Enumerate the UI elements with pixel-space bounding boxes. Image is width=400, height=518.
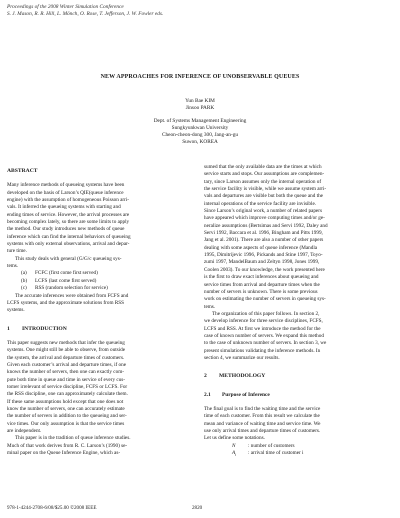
text-line: LCFS systems, and the approximate solutions from RSS [7, 299, 125, 306]
text-line: Many inference methods of queueing systems have been [7, 182, 125, 189]
text-line: number of servers is unknown. There is some previous [204, 288, 318, 295]
text-line: vals and departures are visible but both the queue and the [204, 193, 323, 200]
text-line: internal operations of the service facility are invisible. [204, 200, 317, 207]
text-line: zumi 1997, MandelBaum and Zeltyn 1998, Jones 1999, [204, 259, 320, 266]
text-line: engine) with the assumption of homogeneous Poisson arri- [7, 197, 130, 204]
text-line: developed on the basis of Larson’s QIE(queue inference [7, 189, 124, 196]
footer-isbn: 978-1-4244-2708-6/08/$25.00 ©2008 IEEE [7, 505, 97, 511]
text-line: systems with only external observations, arrival and depar- [7, 241, 130, 248]
text-line: have appeared which improve computing times and/or ge- [204, 215, 325, 222]
section-heading-introduction: 1 INTRODUCTION [7, 325, 67, 332]
text-line: This study deals with general (G/G/c queueing sys- [15, 255, 122, 262]
text-line: know the number of servers, one can accurately estimate [7, 405, 125, 412]
text-line: Much of that work derives from R. C. Larson’s (1990) se- [7, 442, 128, 449]
text-line: the RSS discipline, one can approximately calculate them. [7, 391, 128, 398]
text-line: knows the number of servers, then one can exactly com- [7, 369, 124, 376]
right-column [204, 164, 390, 459]
notation-item: N : number of customers [232, 442, 295, 449]
text-line: work on estimating the number of servers in queueing sys- [204, 296, 326, 303]
text-line: tary, since Larson assumes only the internal operation of [204, 178, 322, 185]
text-line: use only arrival times and departure times of customers. [204, 428, 321, 434]
text-line: mean and variance of waiting time and service time. We [204, 420, 321, 427]
author-block [0, 98, 400, 112]
introduction-body [7, 340, 193, 458]
text-line: Since Larson’s original work, a number of related papers [204, 208, 322, 215]
notation-item: $A_i$ : arrival time of customer i [232, 450, 304, 458]
text-line: If these same assumptions hold except that one does not [7, 398, 124, 405]
abstract-body [7, 182, 193, 270]
text-line: pute both time in queue and time in service of every cus- [7, 376, 125, 383]
abstract-closing [7, 293, 193, 315]
text-line: dealing with some aspects of queue inference (Mandla [204, 244, 318, 251]
notation-list [204, 443, 390, 460]
text-line: systems. [7, 307, 25, 314]
proceedings-line-1: Proceedings of the 2008 Winter Simulation Conference [7, 4, 124, 10]
organization-paragraph [204, 311, 390, 362]
intro-continuation [204, 164, 390, 311]
text-line: Let us define some notations. [204, 435, 265, 442]
text-line: LCFS and RSS. At first we introduce the method for the [204, 325, 321, 332]
subsection-heading-purpose: 2.1 Purpose of Inference [204, 391, 270, 398]
text-line: The organization of this paper follows. In section 2, [212, 310, 320, 317]
list-item: (c) RSS (random selection for service) [21, 285, 108, 292]
text-line: Coolen 2003). To our knowledge, the work presented here [204, 266, 325, 273]
text-line: tems. [204, 303, 216, 310]
text-line: 1995, Dimitrijevic 1996, Pickands and Stine 1997, Toyo- [204, 252, 323, 259]
text-line: Jang et al. 2001). There are also a number of other papers [204, 237, 324, 244]
text-line: service starts and stops. Our assumptions are complemen- [204, 171, 325, 178]
page-number: 2820 [192, 505, 203, 511]
paper-title: NEW APPROACHES FOR INFERENCE OF UNOBSERVABLE QUEUES [100, 74, 300, 80]
text-line: the system, the arrival and departure times of customers. [7, 354, 125, 361]
text-line: becoming complex lately, so there are some limits to apply [7, 219, 130, 226]
text-line: This paper is in the tradition of queue inference studies. [15, 435, 131, 442]
text-line: ture time. [7, 248, 27, 255]
affiliation-line: Sungkyunkwan University [171, 125, 229, 131]
left-column [7, 168, 193, 457]
text-line: we develop inference for three service disciplines, FCFS, [204, 318, 323, 325]
text-line: tems. [7, 263, 19, 270]
text-line: ending times of service. However, the arrival processes are [7, 211, 130, 218]
text-line: are independent. [7, 428, 42, 434]
affiliation-block [0, 118, 400, 146]
text-line: the method. Our study introduces new methods of queue [7, 226, 125, 233]
text-line: vals. It inferred the queueing systems with starting and [7, 204, 121, 211]
affiliation-line: Cheon-cheon-dong 300, Jang-an-gu [161, 132, 239, 138]
text-line: the number of servers in addition to the queueing and ser- [7, 413, 127, 420]
text-line: case of known number of servers. We expand this method [204, 332, 324, 339]
purpose-body [204, 406, 390, 443]
text-line: systems. One might still be able to observe, from outside [7, 347, 125, 354]
author-name: Yun Bae KIM [185, 98, 215, 104]
text-line: tomer irrelevant of service discipline, FCFS or LCFS. For [7, 383, 128, 390]
affiliation-line: Suwon, KOREA [182, 139, 218, 145]
text-line: section 4, we summarize our results. [204, 354, 280, 361]
text-line: the service facility is visible, while we assume system arri- [204, 186, 327, 193]
text-line: service times from arrival and departure times when the [204, 281, 320, 288]
text-line: This paper suggests new methods that infer the queueing [7, 339, 125, 346]
proceedings-line-2: S. J. Mason, R. R. Hill, L. Mönch, O. Rose, T. Jefferson, J. W. Fowler eds. [7, 11, 164, 17]
text-line: minal paper on the Queue Inference Engine, which as- [7, 450, 121, 457]
text-line: Given each customer’s arrival and departure times, if one [7, 361, 127, 368]
affiliation-line: Dept. of Systems Management Engineering [153, 118, 247, 124]
text-line: to the case of unknown number of servers. In section 3, we [204, 340, 327, 347]
text-line: neralize assumptions (Bertsimas and Servi 1992, Daley and [204, 222, 328, 229]
text-line: time of each customer. From this result we calculate the [204, 413, 320, 420]
author-name: Jinsoo PARK [185, 104, 215, 111]
text-line: is the first to draw exact inferences about queueing and [204, 274, 319, 281]
list-item: (a) FCFC (first come first served) [21, 270, 98, 277]
text-line: The accurate inferences were obtained from FCFS and [15, 292, 129, 299]
abstract-heading: ABSTRACT [7, 168, 38, 174]
text-line: The final goal is to find the waiting time and the service [204, 405, 321, 412]
text-line: sumed that the only available data are the times at which [204, 164, 322, 170]
text-line: inference which can find the internal behaviors of queueing [7, 233, 131, 240]
text-line: Servi 1992, Baccara et al. 1996, Bingham and Pitts 1999, [204, 230, 323, 237]
section-heading-methodology: 2 METHODOLOGY [204, 373, 266, 380]
list-item: (b) LCFS (last come first served) [21, 277, 97, 284]
text-line: present simulations validating the inference methods. In [204, 347, 321, 354]
proceedings-header [7, 4, 163, 18]
text-line: vice times. Our only assumption is that the service times [7, 420, 125, 427]
